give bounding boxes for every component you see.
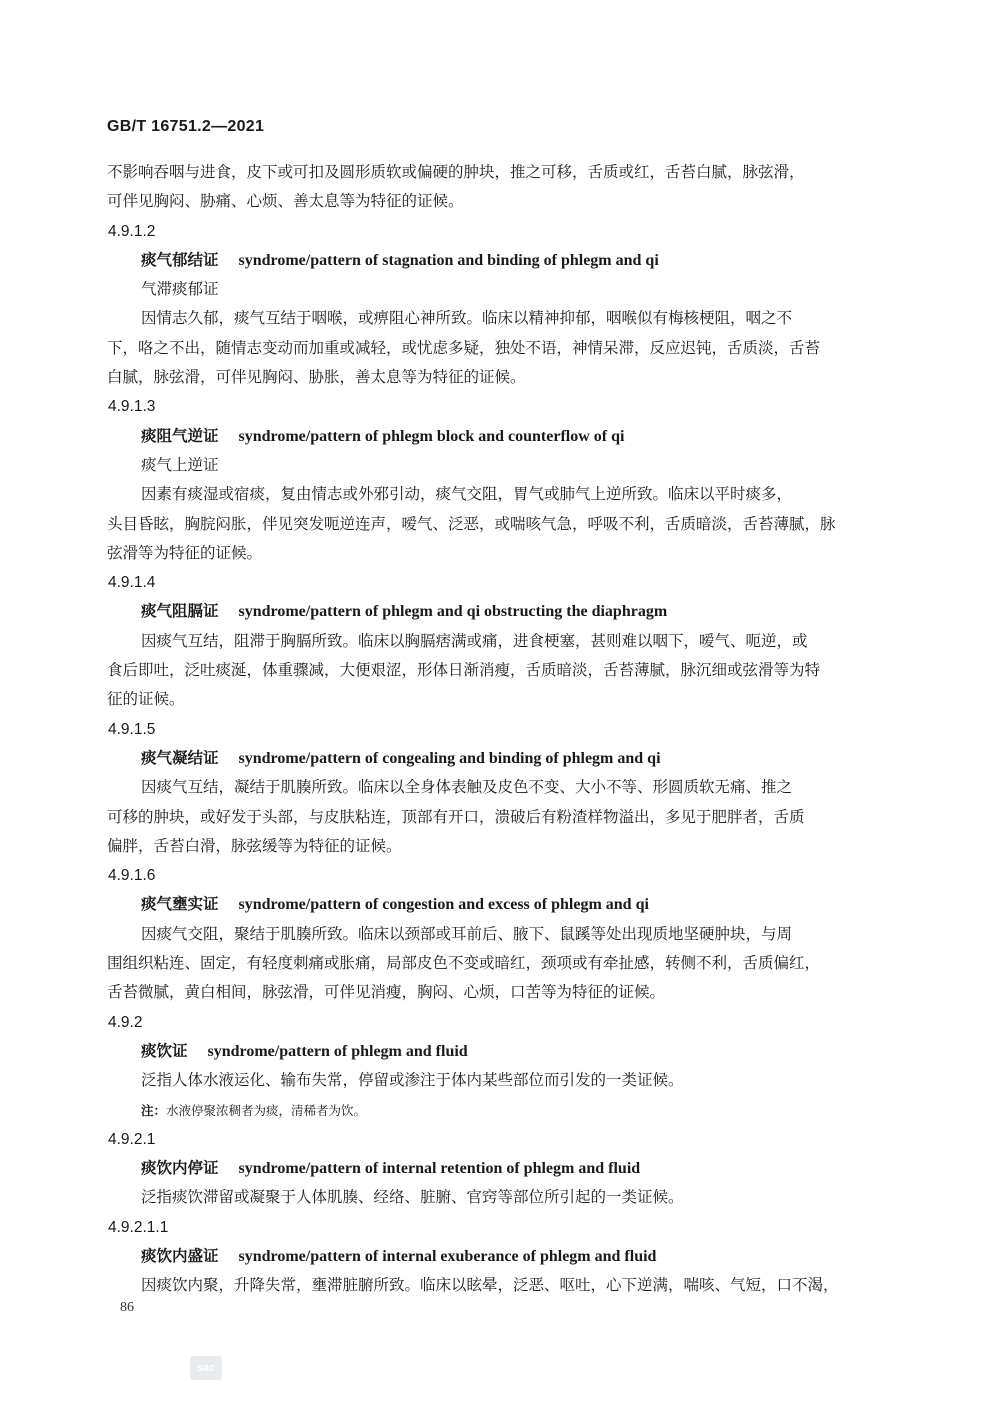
definition-line: 因素有痰湿或宿痰，复由情志或外邪引动，痰气交阻，胃气或肺气上逆所致。临床以平时痰多， [141,485,793,504]
clause-number: 4.9.1.6 [108,867,156,885]
definition-line: 征的证候。 [107,690,185,709]
clause-number: 4.9.1.3 [108,398,156,416]
term-chinese: 痰气阻膈证 [141,602,219,621]
note-text: 水液停聚浓稠者为痰，清稀者为饮。 [166,1102,367,1118]
term-chinese: 痰饮证 [141,1041,188,1060]
term-chinese: 痰气壅实证 [141,895,219,914]
note [107,1096,887,1125]
sac-logo-icon: sac [190,1356,222,1380]
definition-line: 下，咯之不出，随情志变动而加重或减轻，或忧虑多疑，独处不语，神情呆滞，反应迟钝，舌质淡，舌苔 [107,338,821,357]
definition-line: 因痰饮内聚，升降失常，壅滞脏腑所致。临床以眩晕，泛恶、呕吐，心下逆满，喘咳、气短，口不渴， [141,1276,839,1295]
definition-line: 偏胖，舌苔白滑，脉弦缓等为特征的证候。 [107,836,402,855]
term-heading [107,246,887,275]
page-number: 86 [120,1300,134,1315]
term-chinese: 痰饮内盛证 [141,1246,219,1265]
definition-line: 因痰气互结，凝结于肌腠所致。临床以全身体表触及皮色不变、大小不等、形圆质软无痛、推之 [141,778,793,797]
definition-line: 可移的肿块，或好发于头部，与皮肤粘连，顶部有开口，溃破后有粉渣样物溢出，多见于肥胖者，舌质 [107,807,805,826]
term-heading [107,1037,887,1066]
clause-number: 4.9.1.4 [108,574,156,592]
term-english: syndrome/pattern of stagnation and binding of phlegm and qi [238,251,659,269]
definition-line: 因痰气交阻，聚结于肌腠所致。临床以颈部或耳前后、腋下、鼠蹊等处出现质地坚硬肿块，与周 [141,924,793,943]
term-english: syndrome/pattern of congestion and excess of phlegm and qi [238,896,649,914]
term-heading [107,890,887,919]
definition-line: 舌苔微腻，黄白相间，脉弦滑，可伴见消瘦，胸闷、心烦，口苦等为特征的证候。 [107,983,666,1002]
term-english: syndrome/pattern of phlegm and qi obstructing the diaphragm [238,603,668,621]
definition-line: 弦滑等为特征的证候。 [107,543,263,562]
term-synonym: 痰气上逆证 [141,455,219,474]
term-chinese: 痰阻气逆证 [141,426,219,445]
term-heading [107,744,887,773]
term-english: syndrome/pattern of internal exuberance of phlegm and fluid [238,1247,657,1265]
definition-line: 围组织粘连、固定，有轻度刺痛或胀痛，局部皮色不变或暗红，颈项或有牵扯感，转侧不利，舌质偏红， [107,954,821,973]
term-english: syndrome/pattern of internal retention of phlegm and fluid [238,1160,641,1178]
term-chinese: 痰气郁结证 [141,250,219,269]
clause-number: 4.9.2.1 [108,1130,156,1148]
term-chinese: 痰气凝结证 [141,748,219,767]
definition-line: 因痰气互结，阻滞于胸膈所致。临床以胸膈痞满或痛，进食梗塞，甚则难以咽下，嗳气、呃逆，或 [141,631,808,650]
document-body [107,158,887,1301]
term-chinese: 痰饮内停证 [141,1159,219,1178]
term-english: syndrome/pattern of congealing and binding of phlegm and qi [238,749,661,767]
clause-number: 4.9.2 [108,1013,143,1031]
clause-number: 4.9.1.2 [108,222,156,240]
term-english: syndrome/pattern of phlegm block and counterflow of qi [238,427,625,445]
term-heading [107,422,887,451]
term-heading [107,1242,887,1271]
term-english: syndrome/pattern of phlegm and fluid [207,1042,468,1060]
definition-line: 白腻，脉弦滑，可伴见胸闷、胁胀，善太息等为特征的证候。 [107,368,526,387]
term-synonym: 气滞痰郁证 [141,280,219,299]
term-heading [107,597,887,626]
term-heading [107,1154,887,1183]
definition-line: 泛指痰饮滞留或凝聚于人体肌腠、经络、脏腑、官窍等部位所引起的一类证候。 [141,1188,684,1207]
definition-line: 头目昏眩，胸脘闷胀，伴见突发呃逆连声，嗳气、泛恶，或喘咳气急，呼吸不利，舌质暗淡，舌苔薄腻，脉 [107,514,836,533]
definition-line: 食后即吐，泛吐痰涎，体重骤减，大便艰涩，形体日渐消瘦，舌质暗淡，舌苔薄腻，脉沉细或弦滑等为特 [107,661,821,680]
definition-line: 泛指人体水液运化、输布失常，停留或渗注于体内某些部位而引发的一类证候。 [141,1071,684,1090]
definition-line: 因情志久郁，痰气互结于咽喉，或痹阻心神所致。临床以精神抑郁，咽喉似有梅核梗阻，咽之不 [141,309,793,328]
standard-number-header: GB/T 16751.2—2021 [107,118,265,135]
intro-line: 不影响吞咽与进食，皮下或可扣及圆形质软或偏硬的肿块，推之可移，舌质或红，舌苔白腻，脉弦滑， [107,163,805,181]
clause-number: 4.9.1.5 [108,720,156,738]
intro-line: 可伴见胸闷、胁痛、心烦、善太息等为特征的证候。 [107,192,464,211]
note-label: 注： [141,1102,167,1118]
clause-number: 4.9.2.1.1 [108,1218,169,1236]
